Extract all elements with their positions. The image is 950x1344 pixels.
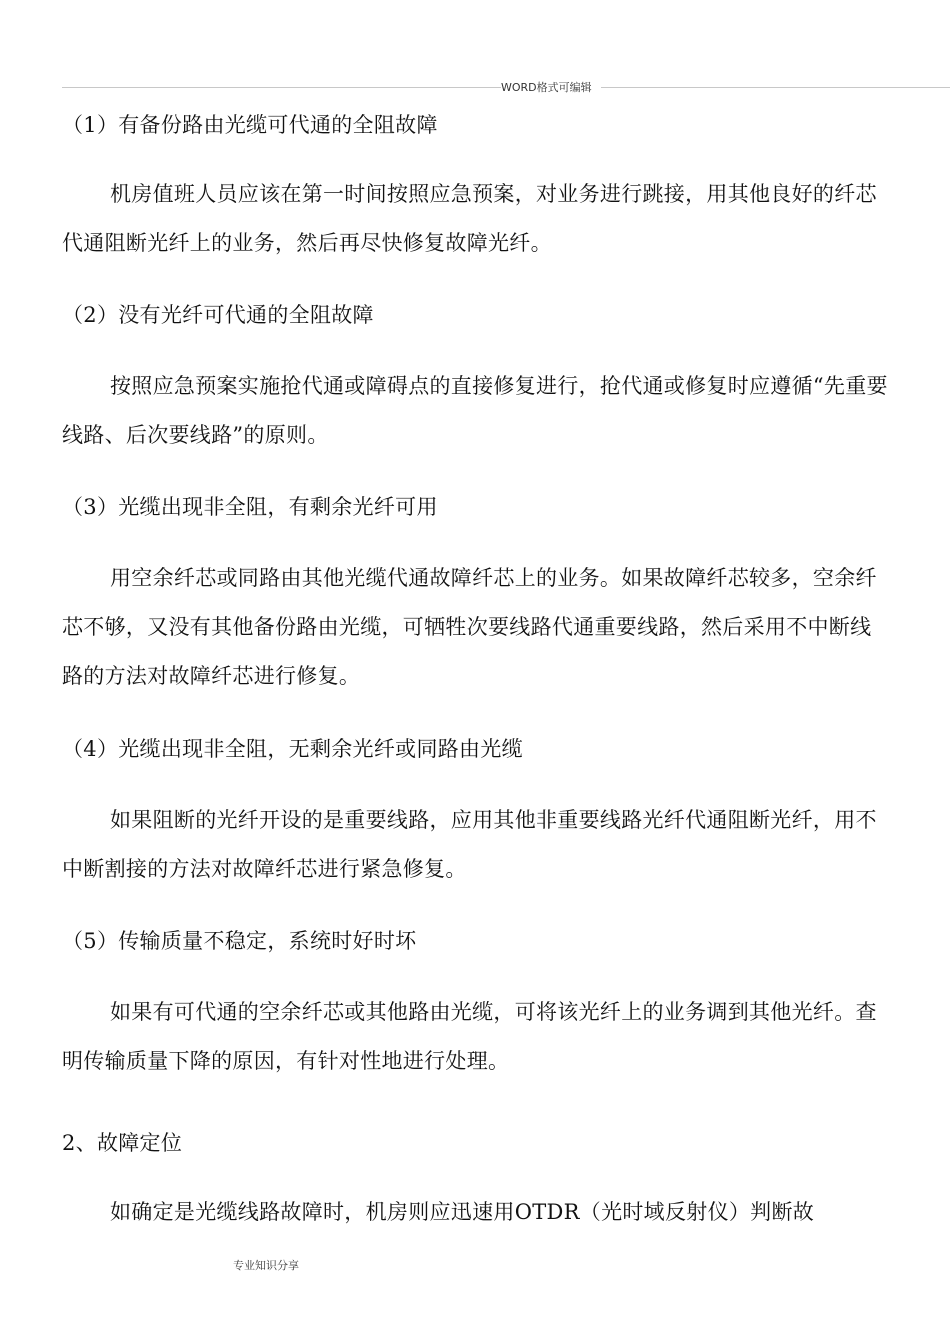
header-note: WORD格式可编辑 [501, 80, 601, 95]
section-3-body: 用空余纤芯或同路由其他光缆代通故障纤芯上的业务。如果故障纤芯较多，空余纤芯不够，又没有其他备份路由光缆，可牺牲次要线路代通重要线路，然后采用不中断线路的方法对故障纤芯进行修复。 [62, 566, 877, 688]
section-5-heading: （5）传输质量不稳定，系统时好时坏 [62, 929, 417, 953]
section-3-heading: （3）光缆出现非全阻，有剩余光纤可用 [62, 495, 438, 519]
section-4-heading: （4）光缆出现非全阻，无剩余光纤或同路由光缆 [62, 737, 523, 761]
section-2-heading: （2）没有光纤可代通的全阻故障 [62, 303, 374, 327]
section-5-body: 如果有可代通的空余纤芯或其他路由光缆，可将该光纤上的业务调到其他光纤。查明传输质量下降的原因，有针对性地进行处理。 [62, 1000, 877, 1073]
section-1-heading: （1）有备份路由光缆可代通的全阻故障 [62, 113, 438, 137]
fault-location-body: 如确定是光缆线路故障时，机房则应迅速用OTDR（光时域反射仪）判断故 [110, 1200, 815, 1224]
footer-note: 专业知识分享 [233, 1259, 299, 1272]
section-1-body: 机房值班人员应该在第一时间按照应急预案，对业务进行跳接，用其他良好的纤芯代通阻断光纤上的业务，然后再尽快修复故障光纤。 [62, 182, 877, 255]
fault-location-heading: 2、故障定位 [62, 1131, 183, 1155]
section-2-body: 按照应急预案实施抢代通或障碍点的直接修复进行，抢代通或修复时应遵循“先重要线路、后次要线路”的原则。 [62, 374, 888, 447]
section-4-body: 如果阻断的光纤开设的是重要线路，应用其他非重要线路光纤代通阻断光纤，用不中断割接的方法对故障纤芯进行紧急修复。 [62, 808, 877, 881]
